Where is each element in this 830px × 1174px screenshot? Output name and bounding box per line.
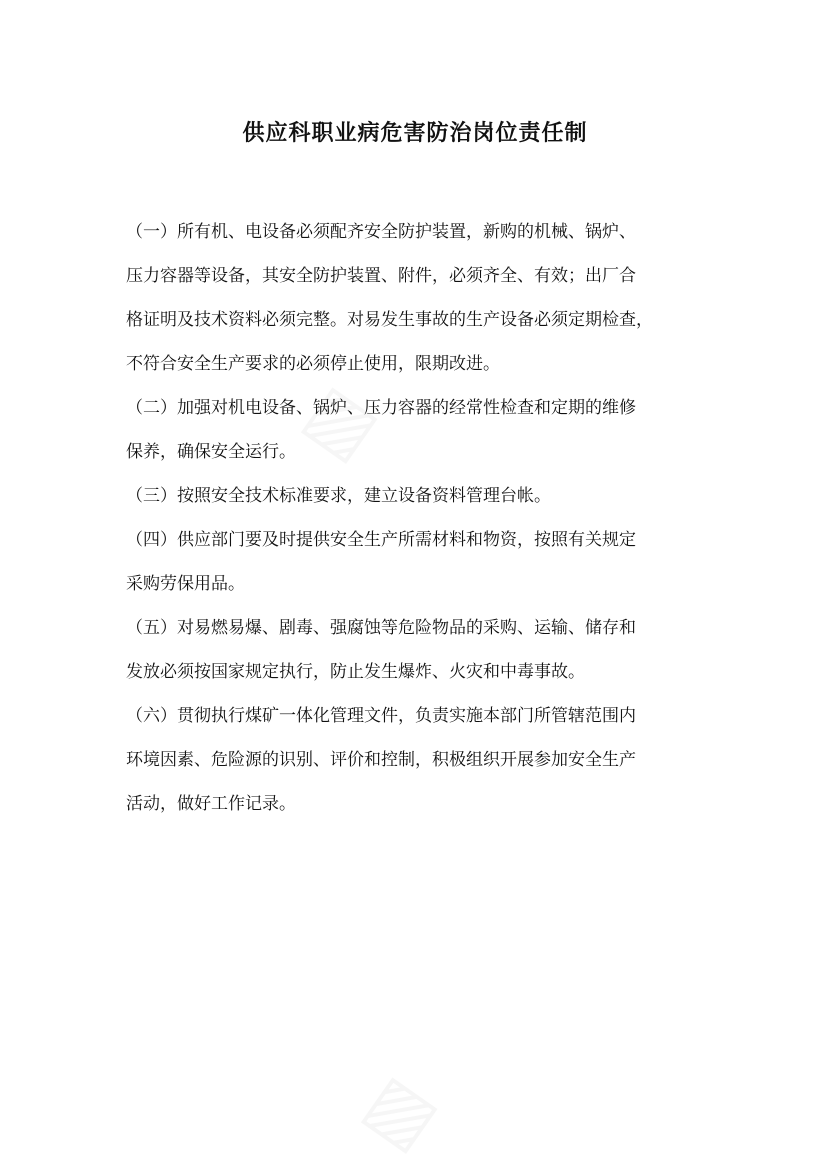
paragraph-line: 环境因素、危险源的识别、评价和控制，积极组织开展参加安全生产 bbox=[126, 750, 636, 770]
paragraph-line: 压力容器等设备，其安全防护装置、附件，必须齐全、有效；出厂合 bbox=[126, 266, 636, 286]
paragraph-line: （四）供应部门要及时提供安全生产所需材料和物资，按照有关规定 bbox=[126, 530, 636, 550]
paragraph-line: 不符合安全生产要求的必须停止使用，限期改进。 bbox=[126, 354, 500, 374]
document-body bbox=[126, 210, 716, 826]
paragraph-line: （一）所有机、电设备必须配齐安全防护装置，新购的机械、锅炉、 bbox=[126, 222, 636, 242]
paragraph-line: （六）贯彻执行煤矿一体化管理文件，负责实施本部门所管辖范围内 bbox=[126, 706, 636, 726]
paragraph-3 bbox=[126, 474, 716, 518]
paragraph-line: 保养，确保安全运行。 bbox=[126, 442, 296, 462]
paragraph-line: （三）按照安全技术标准要求，建立设备资料管理台帐。 bbox=[126, 486, 551, 506]
paragraph-4 bbox=[126, 518, 716, 606]
paragraph-6 bbox=[126, 694, 716, 826]
paragraph-2 bbox=[126, 386, 716, 474]
page-title: 供应科职业病危害防治岗位责任制 bbox=[242, 121, 588, 146]
paragraph-1 bbox=[126, 210, 716, 386]
watermark-mark bbox=[340, 1060, 448, 1164]
paragraph-line: 发放必须按国家规定执行，防止发生爆炸、火灾和中毒事故。 bbox=[126, 662, 585, 682]
paragraph-line: （五）对易燃易爆、剧毒、强腐蚀等危险物品的采购、运输、储存和 bbox=[126, 618, 636, 638]
paragraph-line: 采购劳保用品。 bbox=[126, 574, 245, 594]
paragraph-line: 格证明及技术资料必须完整。对易发生事故的生产设备必须定期检查， bbox=[126, 310, 653, 330]
paragraph-line: 活动，做好工作记录。 bbox=[126, 794, 296, 814]
paragraph-5 bbox=[126, 606, 716, 694]
paragraph-line: （二）加强对机电设备、锅炉、压力容器的经常性检查和定期的维修 bbox=[126, 398, 636, 418]
